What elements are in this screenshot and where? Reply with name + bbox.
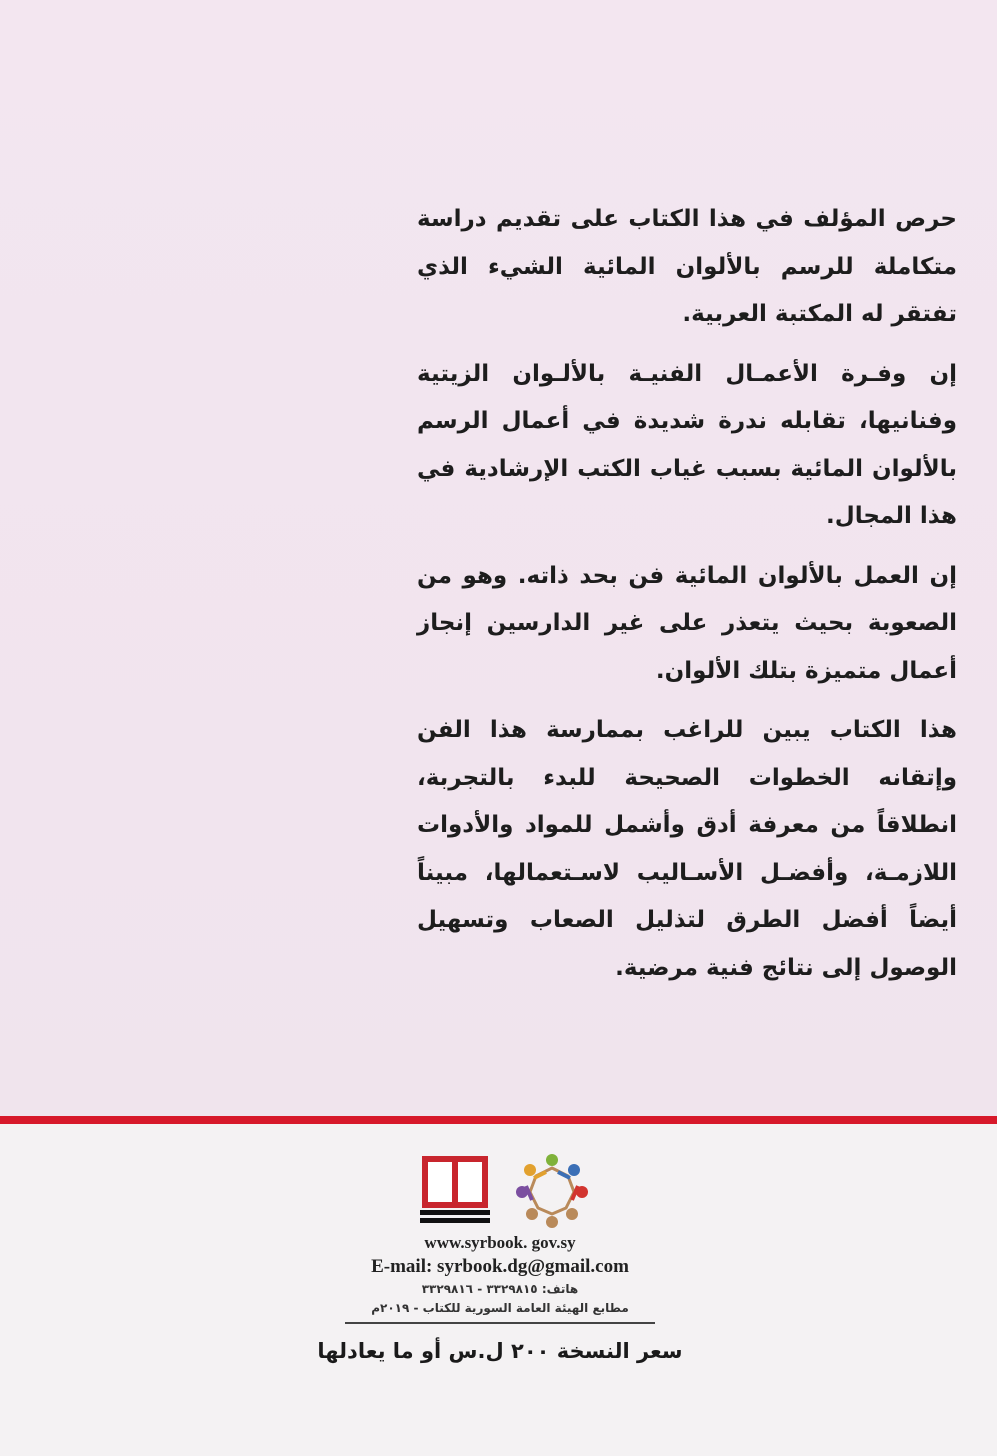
publisher-logos (420, 1150, 600, 1230)
blurb-paragraph-2: إن وفـرة الأعمـال الفنيـة بالألـوان الزيتية وفنانيها، تقابله ندرة شديدة في أعمال الرسم بالألوان المائية بسبب غياب الكتب الإرشادية في هذا المجال. (417, 360, 957, 529)
people-ring-icon (512, 1150, 592, 1230)
price-text: سعر النسخة ٢٠٠ ل.س أو ما يعادلها (317, 1339, 683, 1363)
blurb-paragraph-1: حرص المؤلف في هذا الكتاب على تقديم دراسة متكاملة للرسم بالألوان المائية الشيء الذي تفتقر له المكتبة العربية. (417, 206, 957, 327)
phone-number: هاتف: ٣٣٢٩٨١٥ - ٣٣٢٩٨١٦ (421, 1282, 579, 1296)
blurb-text (417, 196, 957, 1004)
price-divider (345, 1322, 655, 1324)
blurb-paragraph-4: هذا الكتاب يبين للراغب بممارسة هذا الفن وإتقانه الخطوات الصحيحة للبدء بالتجربة، انطلاقاً من معرفة أدق وأشمل للمواد والأدوات اللازمـة، وأفضـل الأسـاليب لاسـتعمالها، مبيناً أيضاً أفضل الطرق لتذليل الصعاب وتسهيل الوصول إلى نتائج فنية مرضية. (417, 717, 957, 981)
email-link[interactable]: E-mail: syrbook.dg@gmail.com (371, 1256, 629, 1277)
red-divider (0, 1116, 997, 1124)
printer-credit: مطابع الهيئة العامة السورية للكتاب - ٢٠١٩م (371, 1301, 629, 1315)
blurb-paragraph-3: إن العمل بالألوان المائية فن بحد ذاته. وهو من الصعوبة بحيث يتعذر على غير الدارسين إنجاز أعمال متميزة بتلك الألوان. (417, 562, 957, 684)
open-book-icon (420, 1150, 490, 1226)
website-link[interactable]: www.syrbook. gov.sy (424, 1233, 576, 1252)
publisher-info (300, 1232, 700, 1317)
